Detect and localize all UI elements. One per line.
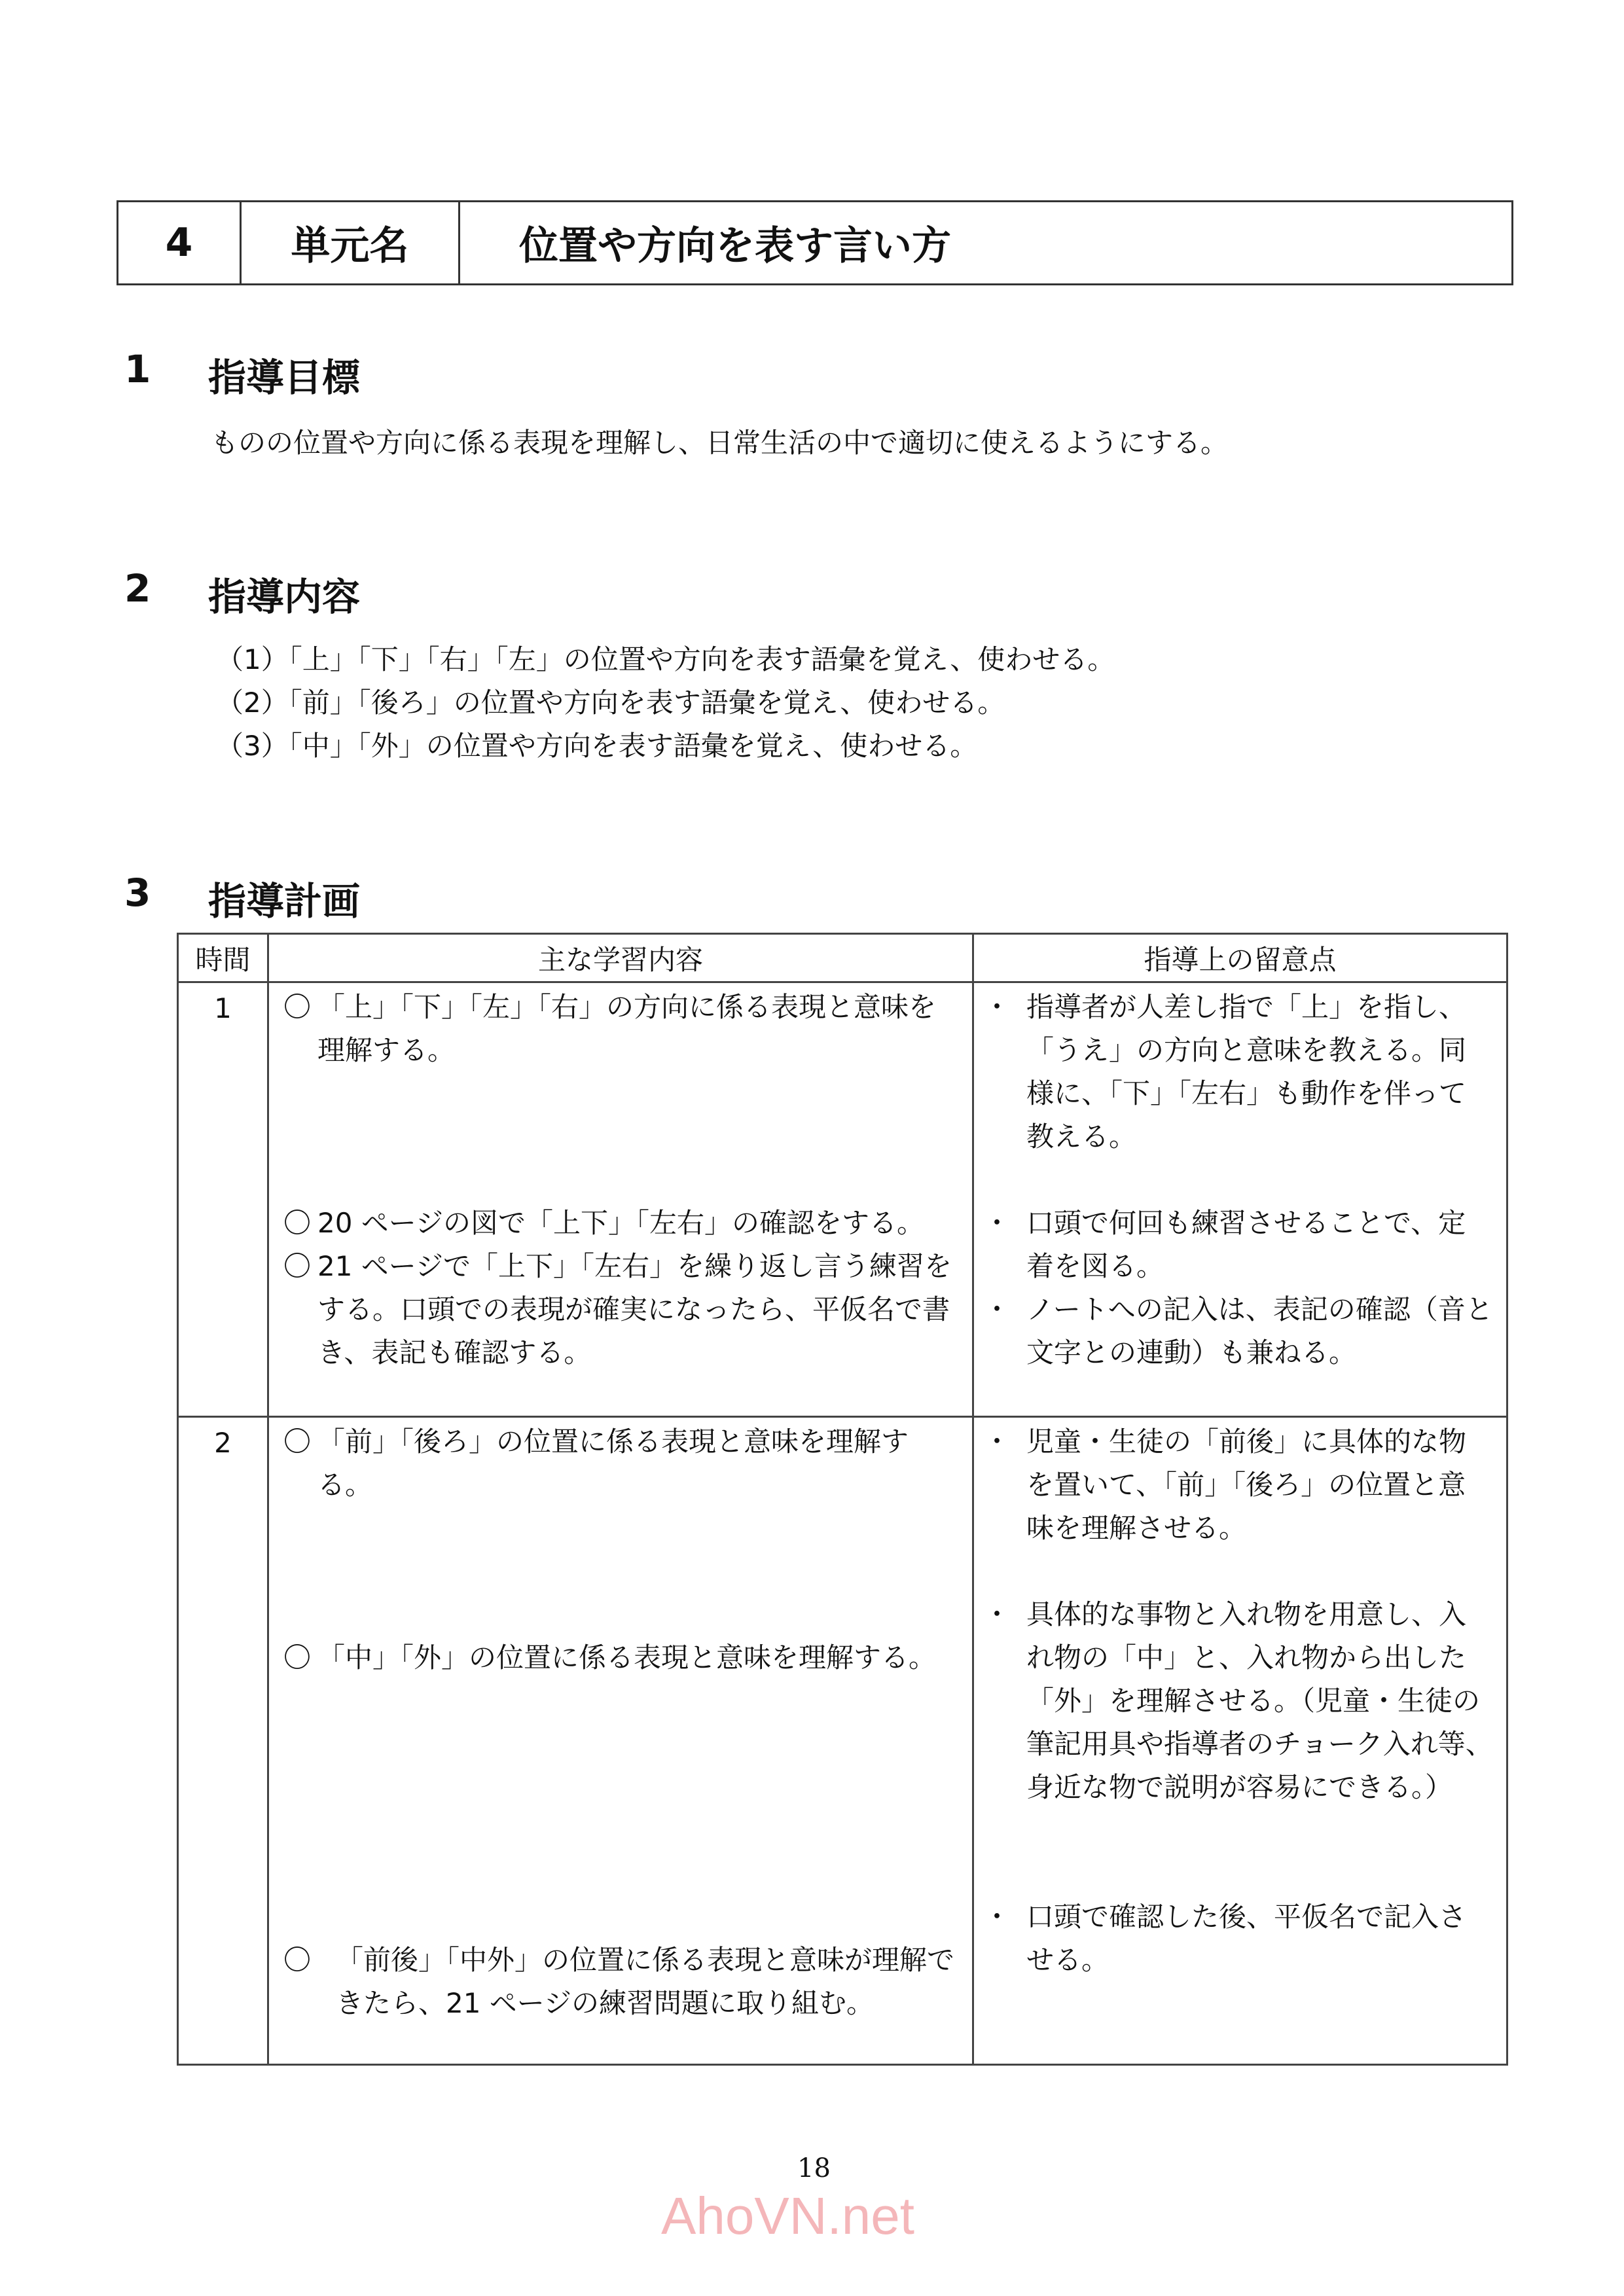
section-3-number: 3 xyxy=(124,870,151,915)
unit-title: 位置や方向を表す言い方 xyxy=(519,223,951,269)
list-item: 〇 「前」「後ろ」の位置に係る表現と意味を理解する。 xyxy=(283,1426,909,1501)
content-item-2: （2）「前」「後ろ」の位置や方向を表す語彙を覚え、使わせる。 xyxy=(216,687,1005,719)
content-item-1: （1）「上」「下」「右」「左」の位置や方向を表す語彙を覚え、使わせる。 xyxy=(216,643,1115,675)
section-1-number: 1 xyxy=(124,347,151,391)
header-time: 時間 xyxy=(178,934,268,982)
list-item: 〇 21 ページで「上下」「左右」を繰り返し言う練習をする。口頭での表現が確実になったら、平仮名で書き、表記も確認する。 xyxy=(283,1250,952,1369)
section-2-title: 指導内容 xyxy=(208,575,361,619)
section-3-title: 指導計画 xyxy=(208,879,361,924)
list-item: ・ 指導者が人差し指で「上」を指し、「うえ」の方向と意味を教える。同様に、「下」「左右」も動作を伴って教える。 xyxy=(983,991,1467,1153)
watermark: AhoVN.net xyxy=(661,2187,914,2245)
row-1-content xyxy=(268,982,973,1417)
list-item: ・ 口頭で確認した後、平仮名で記入させる。 xyxy=(983,1901,1467,1976)
list-item: 〇 「上」「下」「左」「右」の方向に係る表現と意味を理解する。 xyxy=(283,991,937,1066)
row-2-time: 2 xyxy=(178,1417,268,2065)
page-number: 18 xyxy=(797,2153,831,2183)
row-2-notes xyxy=(973,1417,1507,2065)
row-1-time: 1 xyxy=(178,982,268,1417)
list-item: ・ 具体的な事物と入れ物を用意し、入れ物の「中」と、入れ物から出した「外」を理解させる。（児童・生徒の筆記用具や指導者のチョーク入れ等、身近な物で説明が容易にできる。） xyxy=(983,1598,1493,1803)
row-1-notes xyxy=(973,982,1507,1417)
row-2-content xyxy=(268,1417,973,2065)
list-item: 〇 「前後」「中外」の位置に係る表現と意味が理解できたら、21 ページの練習問題に取り組む。 xyxy=(283,1944,955,2019)
section-1-title: 指導目標 xyxy=(208,355,361,400)
unit-label: 単元名 xyxy=(242,202,460,283)
table-row xyxy=(178,1417,1507,2065)
list-item: ・ 口頭で何回も練習させることで、定着を図る。 xyxy=(983,1207,1466,1282)
goal-text: ものの位置や方向に係る表現を理解し、日常生活の中で適切に使えるようにする。 xyxy=(211,427,1229,459)
list-item: ・ ノートへの記入は、表記の確認（音と文字との連動）も兼ねる。 xyxy=(983,1293,1493,1369)
content-item-3: （3）「中」「外」の位置や方向を表す語彙を覚え、使わせる。 xyxy=(216,730,978,762)
header-notes: 指導上の留意点 xyxy=(973,934,1507,982)
plan-table xyxy=(177,933,1508,2066)
unit-header xyxy=(117,200,1513,285)
table-row xyxy=(178,982,1507,1417)
list-item: ・ 児童・生徒の「前後」に具体的な物を置いて、「前」「後ろ」の位置と意味を理解させる。 xyxy=(983,1426,1467,1544)
list-item: 〇 「中」「外」の位置に係る表現と意味を理解する。 xyxy=(283,1641,937,1674)
header-content: 主な学習内容 xyxy=(268,934,973,982)
section-2-number: 2 xyxy=(124,566,151,611)
table-header-row xyxy=(178,934,1507,982)
list-item: 〇 20 ページの図で「上下」「左右」の確認をする。 xyxy=(283,1207,924,1239)
unit-number: 4 xyxy=(118,202,242,283)
